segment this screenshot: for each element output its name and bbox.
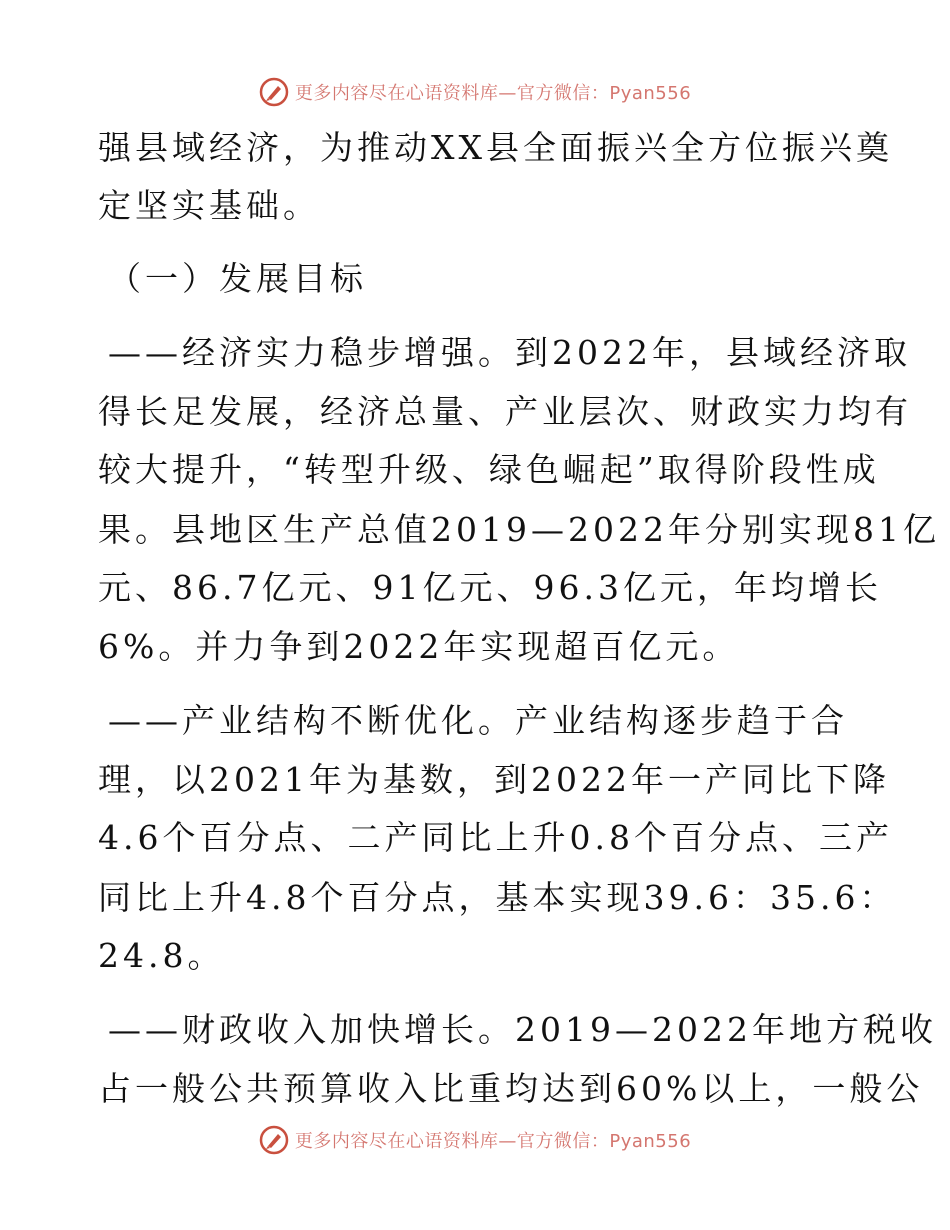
watermark-text: 更多内容尽在心语资料库—官方微信：Pyan556 xyxy=(294,1131,692,1152)
text-line: 定坚实基础。 xyxy=(98,186,320,225)
text-line: 4.6个百分点、二产同比上升0.8个百分点、三产 xyxy=(98,818,893,857)
text-line: 元、86.7亿元、91亿元、96.3亿元，年均增长 xyxy=(98,568,882,607)
text-line: 6%。并力争到2022年实现超百亿元。 xyxy=(98,627,740,666)
header-watermark xyxy=(0,72,950,112)
text-line: 占一般公共预算收入比重均达到60%以上，一般公 xyxy=(98,1069,924,1108)
text-line: 24.8。 xyxy=(98,936,225,975)
text-line: 得长足发展，经济总量、产业层次、财政实力均有 xyxy=(98,392,912,431)
text-line: 强县域经济，为推动XX县全面振兴全方位振兴奠 xyxy=(98,128,893,167)
pen-seal-icon xyxy=(259,77,289,107)
text-line: 理，以2021年为基数，到2022年一产同比下降 xyxy=(98,760,890,799)
footer-watermark xyxy=(0,1120,950,1160)
text-line: 较大提升，“转型升级、绿色崛起”取得阶段性成 xyxy=(98,450,880,489)
pen-seal-icon xyxy=(259,1125,289,1155)
text-line: ——产业结构不断优化。产业结构逐步趋于合 xyxy=(108,701,848,740)
text-line: ——经济实力稳步增强。到2022年，县域经济取 xyxy=(108,333,911,372)
text-line: ——财政收入加快增长。2019—2022年地方税收 xyxy=(108,1010,937,1049)
text-line: 同比上升4.8个百分点，基本实现39.6：35.6： xyxy=(98,878,897,917)
section-heading: （一）发展目标 xyxy=(108,259,367,298)
text-line: 果。县地区生产总值2019—2022年分别实现81亿 xyxy=(98,510,940,549)
watermark-text: 更多内容尽在心语资料库—官方微信：Pyan556 xyxy=(294,83,692,104)
